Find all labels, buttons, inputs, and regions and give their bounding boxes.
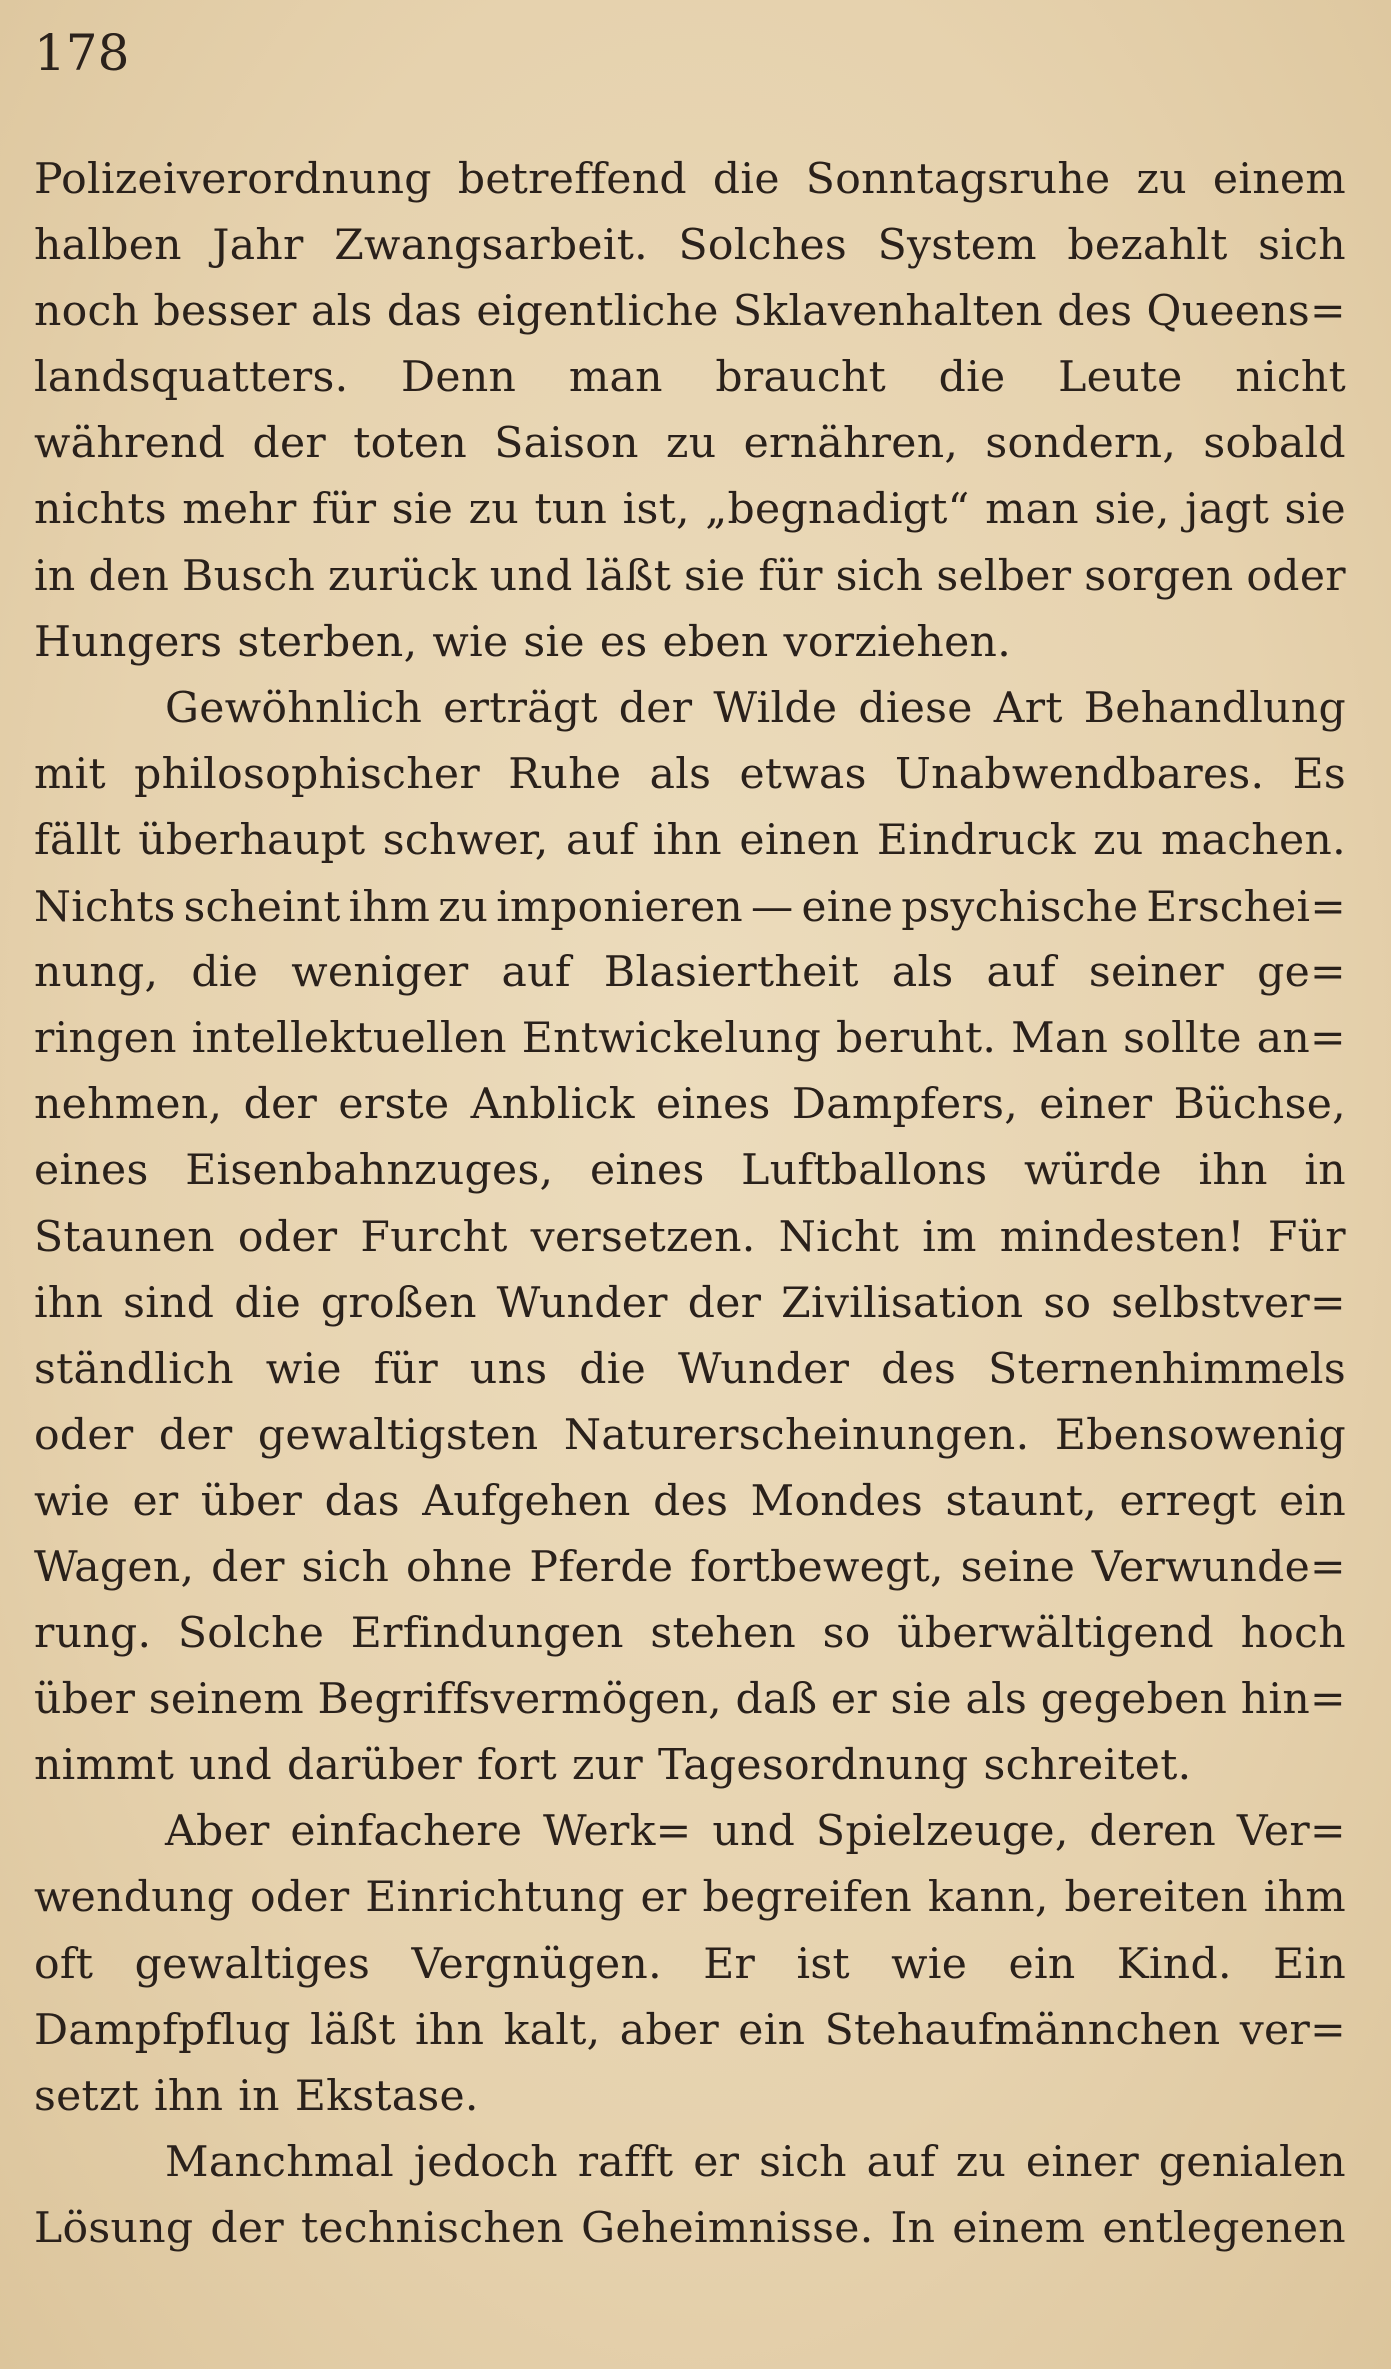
text-line bbox=[34, 742, 1346, 808]
word: des bbox=[1057, 287, 1133, 337]
word: Aufgehen bbox=[422, 1476, 631, 1526]
word: der bbox=[211, 1542, 285, 1592]
word: Aber bbox=[165, 1807, 270, 1857]
word: so bbox=[822, 1609, 871, 1659]
word: zu bbox=[955, 2137, 1007, 2187]
word: und bbox=[712, 1807, 796, 1857]
word: fällt bbox=[34, 815, 121, 865]
word: Eindruck bbox=[876, 815, 1076, 865]
word: das bbox=[324, 1476, 400, 1526]
word: intellektuellen bbox=[191, 1014, 507, 1064]
word: Queens= bbox=[1146, 287, 1346, 337]
word: Büchse, bbox=[1173, 1080, 1346, 1130]
word: wie bbox=[34, 1476, 111, 1526]
word: sterben, bbox=[237, 617, 418, 667]
word: Luftballons bbox=[741, 1146, 988, 1196]
word: bezahlt bbox=[1067, 221, 1228, 271]
word: Sklavenhalten bbox=[732, 287, 1044, 337]
word: Dampfpflug bbox=[34, 2005, 291, 2055]
word: technischen bbox=[300, 2203, 565, 2253]
word: an= bbox=[1256, 1014, 1346, 1064]
word: für bbox=[373, 1344, 439, 1394]
text-line bbox=[34, 1006, 1346, 1072]
text-line bbox=[34, 1337, 1346, 1403]
word: der bbox=[158, 1410, 233, 1460]
word: als bbox=[891, 948, 954, 998]
text-line bbox=[34, 1072, 1346, 1138]
word: Spielzeuge, bbox=[815, 1807, 1069, 1857]
word: halben bbox=[34, 221, 182, 271]
word: in bbox=[238, 2071, 280, 2121]
word: ihm bbox=[348, 882, 431, 932]
page-number: 178 bbox=[34, 24, 130, 82]
word: er bbox=[640, 1873, 687, 1923]
word: Mondes bbox=[750, 1476, 924, 1526]
word: wie bbox=[891, 1939, 968, 1989]
word: er bbox=[830, 1675, 877, 1725]
word: versetzen. bbox=[530, 1212, 756, 1262]
word: Blasiertheit bbox=[603, 948, 859, 998]
word: landsquatters. bbox=[34, 353, 349, 403]
word: zurück bbox=[328, 551, 477, 601]
word: daß bbox=[735, 1675, 818, 1725]
body-text bbox=[34, 147, 1346, 2262]
word: eines bbox=[656, 1080, 771, 1130]
word: nichts bbox=[34, 485, 167, 535]
word: eben bbox=[662, 617, 769, 667]
word: erregt bbox=[1119, 1476, 1257, 1526]
text-line bbox=[34, 147, 1346, 213]
word: Einrichtung bbox=[365, 1873, 625, 1923]
word: sie bbox=[523, 617, 585, 667]
word: Verwunde= bbox=[1091, 1542, 1346, 1592]
word: mit bbox=[34, 749, 106, 799]
word: Zivilisation bbox=[781, 1278, 1024, 1328]
word: einen bbox=[739, 815, 860, 865]
word: ein bbox=[738, 2005, 806, 2055]
word: großen bbox=[320, 1278, 477, 1328]
word: der bbox=[252, 419, 327, 469]
word: zu bbox=[1093, 815, 1144, 865]
text-line bbox=[34, 2196, 1346, 2262]
word: Hungers bbox=[34, 617, 223, 667]
word: Sternenhimmels bbox=[988, 1344, 1346, 1394]
word: ver= bbox=[1239, 2005, 1346, 2055]
text-line bbox=[34, 544, 1346, 610]
word: einer bbox=[1025, 2137, 1139, 2187]
word: psychische bbox=[901, 882, 1139, 932]
word: oder bbox=[250, 1873, 350, 1923]
word: Solches bbox=[678, 221, 848, 271]
text-line bbox=[34, 940, 1346, 1006]
word: für bbox=[758, 551, 823, 601]
word: Vergnügen. bbox=[411, 1939, 662, 1989]
word: nimmt bbox=[34, 1741, 175, 1791]
word: selbstver= bbox=[1111, 1278, 1346, 1328]
word: eines bbox=[589, 1146, 705, 1196]
word: zu bbox=[468, 485, 520, 535]
text-line bbox=[34, 1998, 1346, 2064]
word: entlegenen bbox=[1102, 2203, 1346, 2253]
word: ihn bbox=[1198, 1146, 1268, 1196]
word: Ruhe bbox=[508, 749, 622, 799]
word: bereiten bbox=[1064, 1873, 1248, 1923]
word: nehmen, bbox=[34, 1080, 223, 1130]
word: schwer, bbox=[382, 815, 549, 865]
word: zu bbox=[1136, 155, 1187, 204]
word: toten bbox=[353, 419, 467, 469]
word: ein bbox=[1278, 1476, 1346, 1526]
word: mindesten! bbox=[999, 1212, 1245, 1262]
word: philosophischer bbox=[134, 749, 480, 799]
word: in bbox=[1304, 1146, 1346, 1196]
word: auf bbox=[501, 948, 571, 998]
word: machen. bbox=[1160, 815, 1346, 865]
text-line bbox=[34, 1205, 1346, 1271]
word: Behandlung bbox=[1083, 683, 1346, 733]
word: deren bbox=[1089, 1807, 1217, 1857]
word: Entwickelung bbox=[521, 1014, 822, 1064]
word: sie, bbox=[1094, 485, 1170, 535]
word: des bbox=[653, 1476, 729, 1526]
word: so bbox=[1043, 1278, 1092, 1328]
word: jagt bbox=[1185, 485, 1270, 535]
word: selber bbox=[936, 551, 1072, 601]
word: ihn bbox=[415, 2005, 485, 2055]
word: erträgt bbox=[443, 683, 598, 733]
word: die bbox=[579, 1344, 647, 1394]
text-line bbox=[34, 1733, 1346, 1799]
word: als bbox=[965, 1675, 1028, 1725]
word: Leute bbox=[1058, 353, 1183, 403]
word: überhaupt bbox=[138, 815, 366, 865]
word: zu bbox=[438, 882, 489, 932]
word: Eisenbahnzuges, bbox=[185, 1146, 554, 1196]
word: sind bbox=[123, 1278, 215, 1328]
word: den bbox=[88, 551, 170, 601]
word: Für bbox=[1267, 1212, 1346, 1262]
word: oft bbox=[34, 1939, 94, 1989]
word: ohne bbox=[405, 1542, 513, 1592]
word: jedoch bbox=[413, 2137, 558, 2187]
word: Busch bbox=[182, 551, 316, 601]
word: Es bbox=[1292, 749, 1346, 799]
word: die bbox=[191, 948, 259, 998]
word: einer bbox=[1039, 1080, 1153, 1130]
word: und bbox=[489, 551, 573, 601]
word: er bbox=[693, 2137, 740, 2187]
word: begreifen bbox=[702, 1873, 913, 1923]
word: setzt bbox=[34, 2071, 140, 2121]
word: sorgen bbox=[1084, 551, 1234, 601]
word: die bbox=[234, 1278, 302, 1328]
text-line bbox=[34, 1865, 1346, 1931]
word: seine bbox=[960, 1542, 1076, 1592]
word: eigentliche bbox=[476, 287, 719, 337]
word: braucht bbox=[715, 353, 886, 403]
word: Ebensowenig bbox=[1054, 1410, 1346, 1460]
word: sich bbox=[759, 2137, 847, 2187]
word: Werk= bbox=[543, 1807, 692, 1857]
word: erste bbox=[338, 1080, 450, 1130]
word: darüber bbox=[287, 1741, 463, 1791]
word: hoch bbox=[1240, 1609, 1346, 1659]
word: nicht bbox=[1235, 353, 1346, 403]
word: Begriffsvermögen, bbox=[317, 1675, 722, 1725]
word: man bbox=[568, 353, 663, 403]
text-line bbox=[34, 676, 1346, 742]
word: imponieren bbox=[496, 882, 743, 932]
word: gewaltigsten bbox=[257, 1410, 539, 1460]
word: es bbox=[599, 617, 648, 667]
word: der bbox=[618, 683, 693, 733]
word: ständlich bbox=[34, 1344, 234, 1394]
word: sich bbox=[1258, 221, 1346, 271]
word: sich bbox=[301, 1542, 390, 1592]
word: oder bbox=[1246, 551, 1346, 601]
word: und bbox=[189, 1741, 273, 1791]
text-line bbox=[34, 2064, 1346, 2130]
word: Erfindungen bbox=[350, 1609, 624, 1659]
word: sich bbox=[835, 551, 924, 601]
text-line bbox=[34, 279, 1346, 345]
word: Denn bbox=[401, 353, 517, 403]
word: sollte bbox=[1123, 1014, 1242, 1064]
text-line bbox=[34, 411, 1346, 477]
text-line bbox=[34, 1271, 1346, 1337]
word: die bbox=[938, 353, 1006, 403]
word: er bbox=[132, 1476, 179, 1526]
word: überwältigend bbox=[897, 1609, 1215, 1659]
word: Man bbox=[1011, 1014, 1109, 1064]
word: Art bbox=[993, 683, 1063, 733]
word: Er bbox=[703, 1939, 756, 1989]
word: zur bbox=[571, 1741, 643, 1791]
word: kann, bbox=[927, 1873, 1049, 1923]
text-line bbox=[34, 1932, 1346, 1998]
word: ihn bbox=[34, 1278, 104, 1328]
word: seiner bbox=[1088, 948, 1225, 998]
text-line bbox=[34, 2130, 1346, 2196]
word: besser bbox=[153, 287, 297, 337]
text-line bbox=[34, 1403, 1346, 1469]
word: auf bbox=[565, 815, 636, 865]
word: diese bbox=[858, 683, 973, 733]
word: wendung bbox=[34, 1873, 235, 1923]
word: „begnadigt“ bbox=[705, 485, 970, 535]
word: der bbox=[687, 1278, 762, 1328]
word: einem bbox=[1212, 155, 1346, 204]
word: Geheimnisse. bbox=[581, 2203, 874, 2253]
word: oder bbox=[237, 1212, 338, 1262]
word: scheint bbox=[183, 882, 341, 932]
word: rafft bbox=[577, 2137, 674, 2187]
word: ihn bbox=[154, 2071, 224, 2121]
word: gewaltiges bbox=[134, 1939, 371, 1989]
word: Gewöhnlich bbox=[165, 683, 423, 733]
word: läßt bbox=[310, 2005, 396, 2055]
text-line bbox=[34, 1469, 1346, 1535]
word: eine bbox=[801, 882, 894, 932]
word: als bbox=[649, 749, 712, 799]
word: sie bbox=[890, 1675, 952, 1725]
word: ihn bbox=[652, 815, 722, 865]
word: gegeben bbox=[1040, 1675, 1228, 1725]
word: während bbox=[34, 419, 226, 469]
word: mehr bbox=[182, 485, 297, 535]
word: das bbox=[386, 287, 463, 337]
word: sondern, bbox=[985, 419, 1177, 469]
text-line bbox=[34, 345, 1346, 411]
word: nung, bbox=[34, 948, 159, 998]
word: des bbox=[881, 1344, 957, 1394]
word: aber bbox=[619, 2005, 719, 2055]
word: Unabwendbares. bbox=[894, 749, 1265, 799]
word: die bbox=[712, 155, 780, 204]
word: Erschei= bbox=[1146, 882, 1346, 932]
word: Wunder bbox=[678, 1344, 850, 1394]
word: Wunder bbox=[496, 1278, 668, 1328]
word: hin= bbox=[1240, 1675, 1346, 1725]
word: Lösung bbox=[34, 2203, 194, 2253]
word: Nichts bbox=[34, 882, 176, 932]
text-line bbox=[34, 1667, 1346, 1733]
text-line bbox=[34, 477, 1346, 543]
word: läßt bbox=[585, 551, 672, 601]
word: Jahr bbox=[212, 221, 304, 271]
word: betreffend bbox=[457, 155, 687, 204]
word: Zwangsarbeit. bbox=[334, 221, 648, 271]
word: Manchmal bbox=[165, 2137, 395, 2187]
word: man bbox=[985, 485, 1079, 535]
word: oder bbox=[34, 1410, 134, 1460]
word: wie bbox=[432, 617, 509, 667]
word: tun bbox=[534, 485, 608, 535]
word: ge= bbox=[1257, 948, 1346, 998]
word: Furcht bbox=[360, 1212, 508, 1262]
word: Kind. bbox=[1116, 1939, 1232, 1989]
word: als bbox=[311, 287, 373, 337]
word: uns bbox=[469, 1344, 548, 1394]
word: Dampfers, bbox=[791, 1080, 1019, 1130]
word: beruht. bbox=[836, 1014, 997, 1064]
word: Sonntagsruhe bbox=[805, 155, 1111, 204]
word: auf bbox=[986, 948, 1056, 998]
word: der bbox=[243, 1080, 318, 1130]
text-line bbox=[34, 1601, 1346, 1667]
word: einfachere bbox=[290, 1807, 523, 1857]
word: über bbox=[200, 1476, 303, 1526]
word: seinem bbox=[148, 1675, 304, 1725]
word: Ver= bbox=[1236, 1807, 1346, 1857]
word: Staunen bbox=[34, 1212, 215, 1262]
word: über bbox=[34, 1675, 136, 1725]
word: fort bbox=[477, 1741, 557, 1791]
text-line bbox=[34, 1138, 1346, 1204]
word: genialen bbox=[1158, 2137, 1346, 2187]
word: In bbox=[890, 2203, 936, 2253]
word: für bbox=[312, 485, 377, 535]
word: vorziehen. bbox=[783, 617, 1011, 667]
word: Naturerscheinungen. bbox=[563, 1410, 1030, 1460]
word: stehen bbox=[650, 1609, 797, 1659]
word: auf bbox=[866, 2137, 936, 2187]
word: sobald bbox=[1203, 419, 1346, 469]
word: Nicht bbox=[778, 1212, 900, 1262]
word: Ekstase. bbox=[294, 2071, 479, 2121]
word: Stehaufmännchen bbox=[824, 2005, 1221, 2055]
text-line bbox=[34, 1799, 1346, 1865]
word: ihm bbox=[1263, 1873, 1346, 1923]
word: in bbox=[34, 551, 76, 601]
word: sie bbox=[391, 485, 454, 535]
word: ist, bbox=[622, 485, 690, 535]
text-line bbox=[34, 808, 1346, 874]
word: würde bbox=[1023, 1146, 1162, 1196]
word: schreitet. bbox=[983, 1741, 1192, 1791]
text-line bbox=[34, 610, 1346, 676]
word: wie bbox=[265, 1344, 342, 1394]
word: kalt, bbox=[503, 2005, 601, 2055]
word: eines bbox=[34, 1146, 149, 1196]
word: fortbewegt, bbox=[690, 1542, 944, 1592]
word: etwas bbox=[739, 749, 867, 799]
word: Solche bbox=[177, 1609, 325, 1659]
text-line bbox=[34, 1535, 1346, 1601]
word: rung. bbox=[34, 1609, 152, 1659]
word: sie bbox=[1284, 485, 1346, 535]
word: — bbox=[751, 882, 794, 932]
word: ernähren, bbox=[743, 419, 959, 469]
word: zu bbox=[666, 419, 717, 469]
word: ein bbox=[1008, 1939, 1076, 1989]
word: ringen bbox=[34, 1014, 177, 1064]
word: Tagesordnung bbox=[657, 1741, 969, 1791]
text-line bbox=[34, 213, 1346, 279]
word: staunt, bbox=[945, 1476, 1098, 1526]
word: der bbox=[210, 2203, 284, 2253]
word: noch bbox=[34, 287, 140, 337]
word: ist bbox=[796, 1939, 850, 1989]
word: einem bbox=[952, 2203, 1086, 2253]
word: Polizeiverordnung bbox=[34, 155, 432, 204]
word: Ein bbox=[1273, 1939, 1346, 1989]
word: Wilde bbox=[713, 683, 838, 733]
word: sie bbox=[684, 551, 746, 601]
word: System bbox=[877, 221, 1037, 271]
text-line bbox=[34, 874, 1346, 940]
word: Wagen, bbox=[34, 1542, 195, 1592]
word: weniger bbox=[291, 948, 469, 998]
word: im bbox=[922, 1212, 977, 1262]
word: Pferde bbox=[529, 1542, 674, 1592]
word: Saison bbox=[494, 419, 639, 469]
word: Anblick bbox=[470, 1080, 635, 1130]
